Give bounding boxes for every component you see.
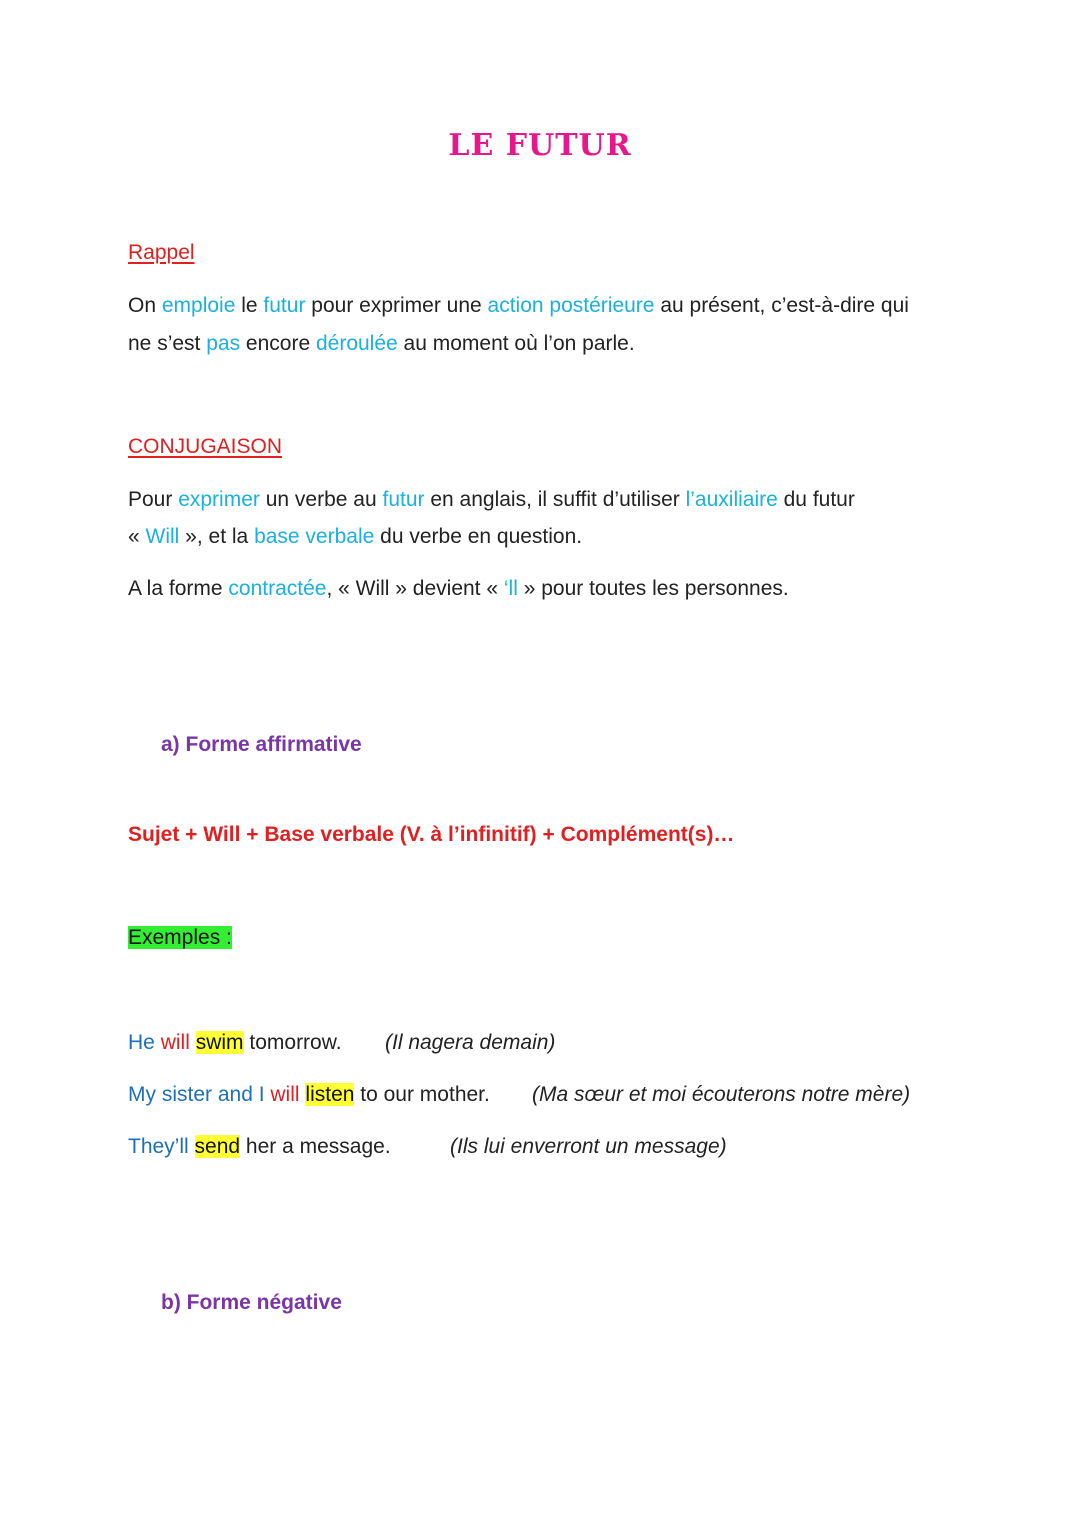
conjugaison-line-1 bbox=[128, 481, 855, 519]
text: pour exprimer une bbox=[305, 294, 488, 317]
keyword: Will bbox=[145, 525, 180, 548]
keyword: action postérieure bbox=[487, 294, 655, 317]
example-translation: (Il nagera demain) bbox=[385, 1031, 556, 1054]
text: « bbox=[128, 525, 146, 548]
examples-label: Exemples : bbox=[128, 926, 232, 949]
text: le bbox=[235, 294, 264, 317]
keyword: exprimer bbox=[178, 488, 260, 511]
example-aux: will bbox=[270, 1083, 300, 1106]
keyword: pas bbox=[206, 332, 241, 355]
text: On bbox=[128, 294, 162, 317]
example-aux: will bbox=[160, 1031, 190, 1054]
example-subject: My sister and I bbox=[128, 1083, 265, 1106]
text: encore bbox=[240, 332, 316, 355]
keyword: contractée bbox=[228, 577, 327, 600]
rappel-heading: Rappel bbox=[128, 241, 195, 264]
text: au moment où l’on parle. bbox=[397, 332, 635, 355]
example-verb: listen bbox=[305, 1083, 355, 1106]
example-row bbox=[128, 1135, 391, 1159]
keyword: ‘ll bbox=[503, 577, 518, 600]
text: en anglais, il suffit d’utiliser bbox=[424, 488, 686, 511]
conjugaison-heading: CONJUGAISON bbox=[128, 435, 283, 458]
keyword: déroulée bbox=[315, 332, 398, 355]
section-negative-heading: b) Forme négative bbox=[161, 1291, 342, 1314]
text: », et la bbox=[179, 525, 255, 548]
text: » pour toutes les personnes. bbox=[517, 577, 789, 600]
example-rest: to our mother. bbox=[354, 1083, 490, 1106]
conjugaison-line-2 bbox=[128, 518, 582, 556]
text: A la forme bbox=[128, 577, 229, 600]
text: du futur bbox=[777, 488, 855, 511]
affirmative-formula: Sujet + Will + Base verbale (V. à l’infinitif) + Complément(s)… bbox=[128, 823, 735, 846]
example-subject: They’ll bbox=[128, 1135, 189, 1158]
page-title: LE FUTUR bbox=[448, 128, 632, 163]
rappel-line-2 bbox=[128, 325, 635, 363]
keyword: futur bbox=[263, 294, 306, 317]
example-rest: tomorrow. bbox=[243, 1031, 342, 1054]
example-rest: her a message. bbox=[240, 1135, 391, 1158]
example-verb: send bbox=[194, 1135, 241, 1158]
section-affirmative-heading: a) Forme affirmative bbox=[161, 733, 362, 756]
text: ne s’est bbox=[128, 332, 207, 355]
keyword: base verbale bbox=[254, 525, 375, 548]
example-row bbox=[128, 1031, 342, 1055]
text: un verbe au bbox=[259, 488, 383, 511]
example-verb: swim bbox=[195, 1031, 244, 1054]
rappel-line-1 bbox=[128, 287, 909, 325]
example-translation: (Ma sœur et moi écouterons notre mère) bbox=[532, 1083, 911, 1106]
text: au présent, c’est-à-dire qui bbox=[654, 294, 909, 317]
keyword: emploie bbox=[161, 294, 236, 317]
examples-label-wrap bbox=[128, 926, 232, 950]
text: , « Will » devient « bbox=[326, 577, 504, 600]
example-row bbox=[128, 1083, 490, 1107]
example-subject: He bbox=[128, 1031, 155, 1054]
example-translation: (Ils lui enverront un message) bbox=[450, 1135, 727, 1158]
keyword: futur bbox=[382, 488, 425, 511]
keyword: l’auxiliaire bbox=[685, 488, 778, 511]
text: du verbe en question. bbox=[374, 525, 583, 548]
conjugaison-line-3 bbox=[128, 570, 789, 608]
text: Pour bbox=[128, 488, 179, 511]
